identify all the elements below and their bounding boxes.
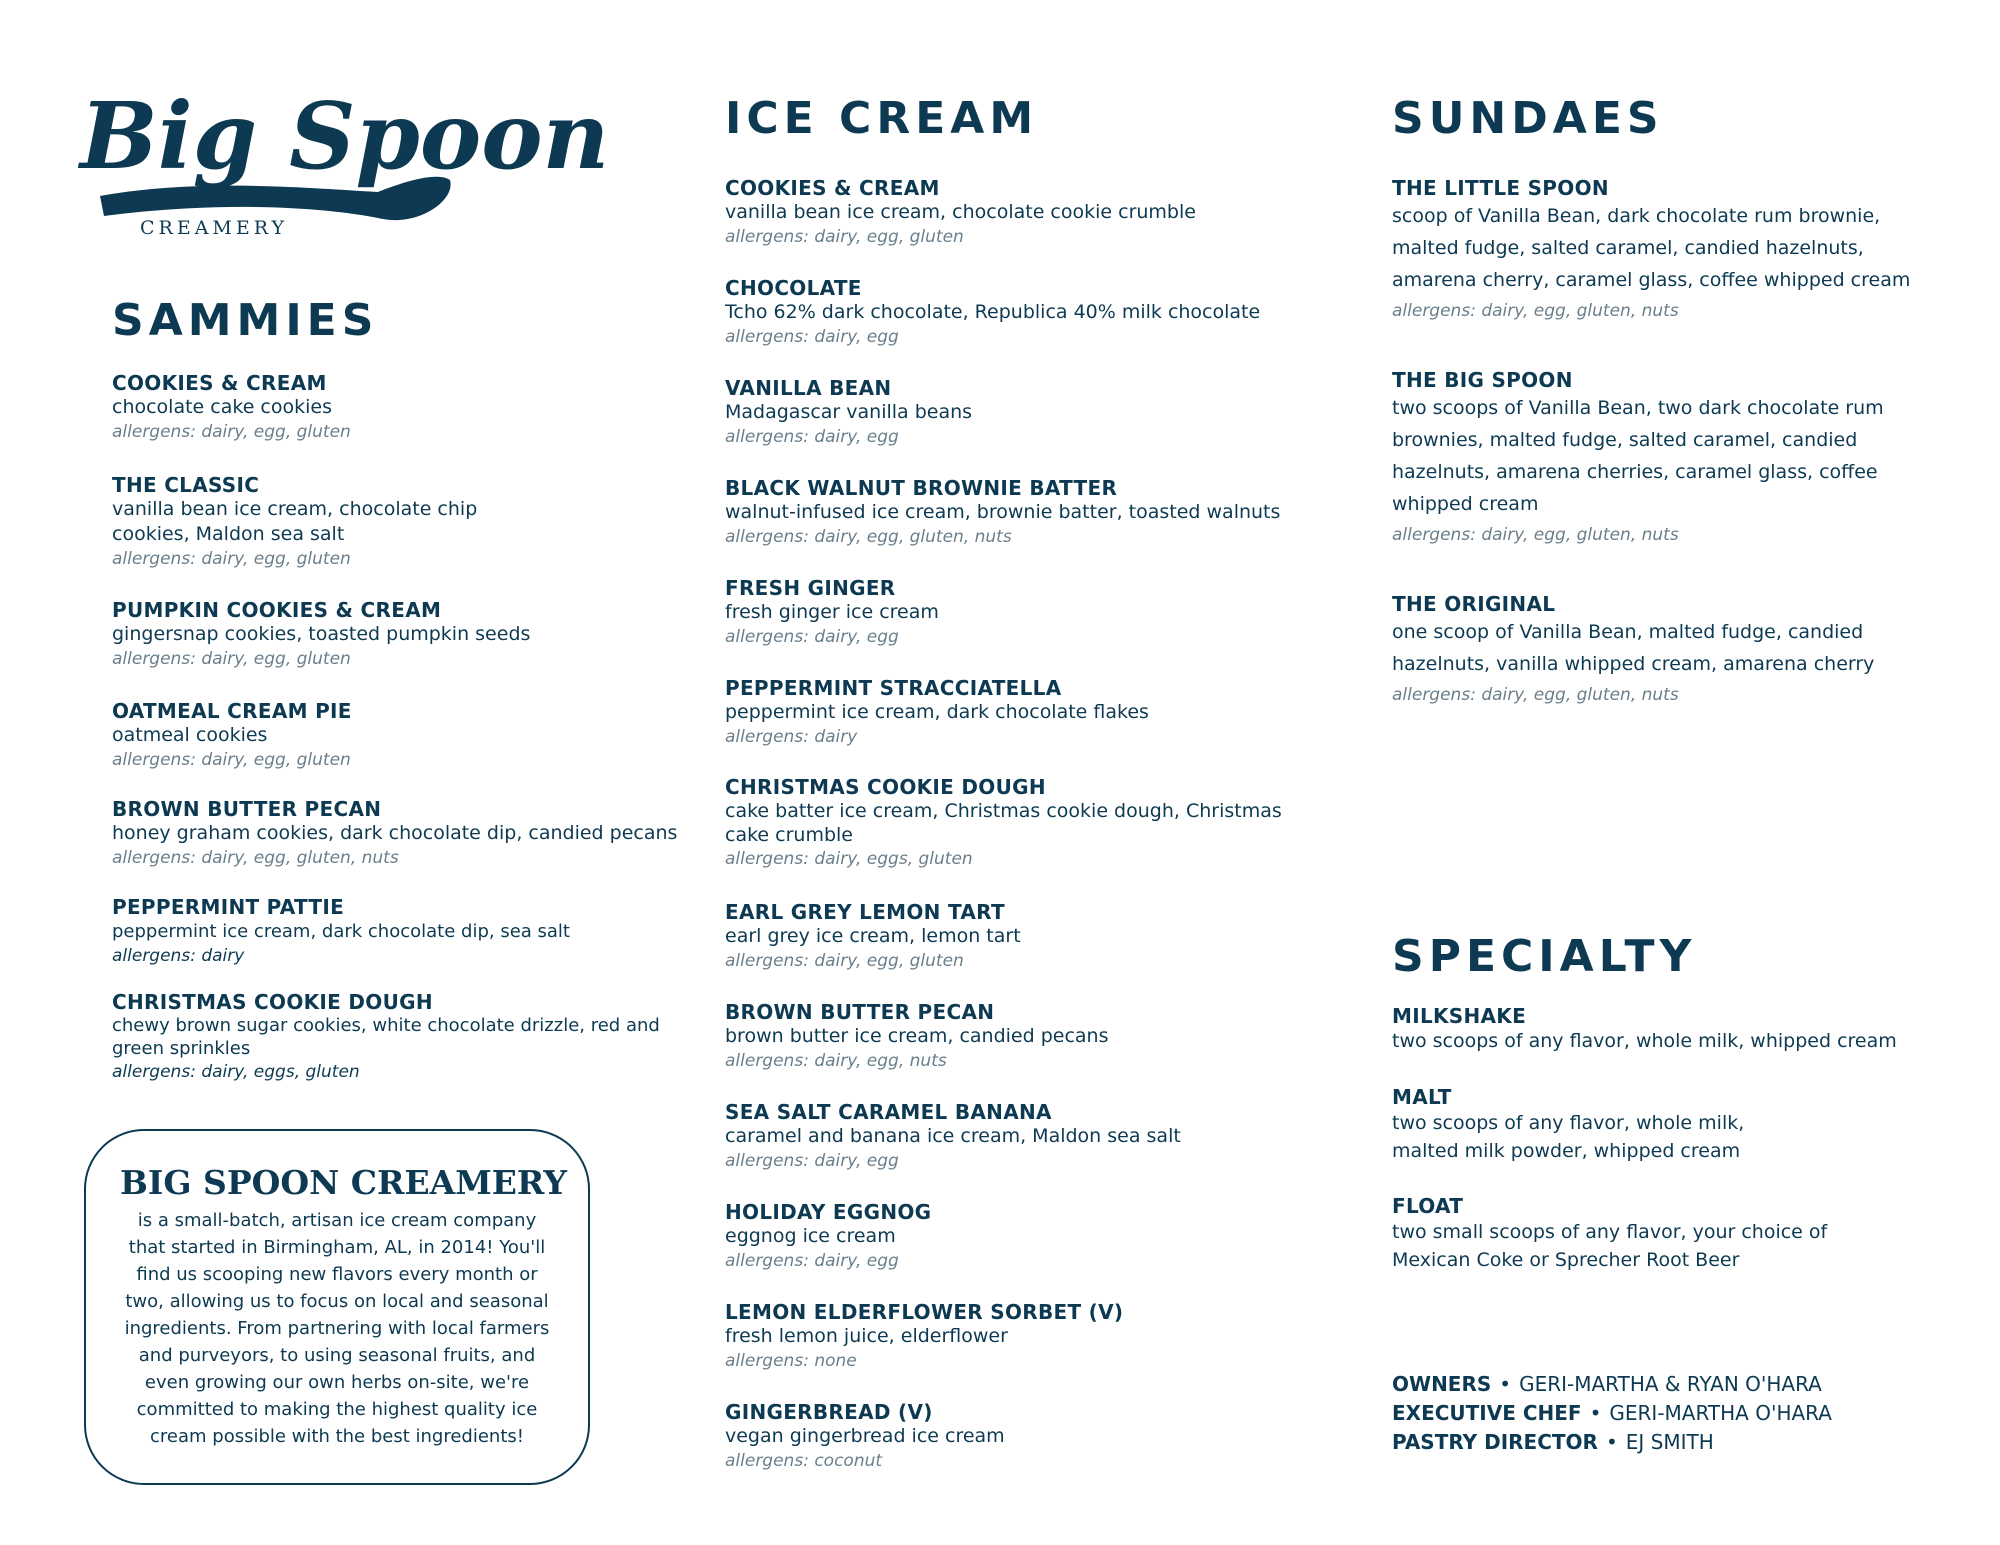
item-name: COOKIES & CREAM [112, 371, 327, 395]
sundaes-title: SUNDAES [1392, 93, 1664, 144]
item-description: cake batter ice cream, Christmas cookie dough, Christmas cake crumble [725, 800, 1282, 846]
item-name: PUMPKIN COOKIES & CREAM [112, 598, 442, 622]
specialty-item [1392, 1194, 1842, 1274]
ice-cream-item [725, 376, 1325, 449]
item-allergens: allergens: dairy, egg, gluten [112, 750, 351, 770]
item-description: oatmeal cookies [112, 724, 268, 746]
sammie-item [112, 371, 682, 444]
staff-row [1392, 1428, 1952, 1457]
item-allergens: allergens: none [725, 1351, 857, 1371]
big-spoon-logo [78, 68, 610, 239]
item-description: peppermint ice cream, dark chocolate dip, sea salt [112, 921, 570, 942]
item-allergens: allergens: dairy [725, 727, 858, 747]
item-allergens: allergens: dairy, egg, gluten [112, 422, 351, 442]
item-description: Madagascar vanilla beans [725, 401, 973, 423]
item-description: honey graham cookies, dark chocolate dip, candied pecans [112, 822, 678, 844]
sammies-title: SAMMIES [112, 295, 379, 346]
item-allergens: allergens: dairy, eggs, gluten [725, 849, 973, 869]
item-description: two scoops of Vanilla Bean, two dark chocolate rum brownies, malted fudge, salted caramel, candied hazelnuts, amarena cherries, caramel glass, coffee whipped cream [1392, 397, 1884, 515]
item-description: vanilla bean ice cream, chocolate cookie crumble [725, 201, 1196, 223]
staff-name: GERI-MARTHA O'HARA [1609, 1401, 1832, 1425]
item-name: CHRISTMAS COOKIE DOUGH [725, 775, 1046, 799]
item-allergens: allergens: dairy, egg, gluten [112, 549, 351, 569]
item-name: HOLIDAY EGGNOG [725, 1200, 932, 1224]
ice-cream-item [725, 1100, 1325, 1173]
item-allergens: allergens: dairy, egg, gluten [725, 227, 964, 247]
logo-subtitle: CREAMERY [140, 217, 289, 239]
item-description: chewy brown sugar cookies, white chocolate drizzle, red and green sprinkles [112, 1015, 660, 1059]
staff-name: EJ SMITH [1625, 1430, 1714, 1454]
item-name: THE LITTLE SPOON [1392, 176, 1609, 200]
sammie-item [112, 990, 672, 1084]
item-name: BLACK WALNUT BROWNIE BATTER [725, 476, 1118, 500]
spoon-logo-icon [78, 68, 610, 239]
item-allergens: allergens: dairy, egg [725, 627, 899, 647]
specialty-item [1392, 1004, 1952, 1055]
ice-cream-title: ICE CREAM [725, 93, 1039, 144]
staff-role: OWNERS [1392, 1372, 1492, 1396]
item-description: vegan gingerbread ice cream [725, 1425, 1005, 1447]
item-allergens: allergens: dairy, egg, gluten, nuts [725, 527, 1012, 547]
item-description: caramel and banana ice cream, Maldon sea salt [725, 1125, 1181, 1147]
item-allergens: allergens: dairy, egg, gluten, nuts [1392, 525, 1679, 545]
item-name: MILKSHAKE [1392, 1004, 1527, 1028]
staff-role: PASTRY DIRECTOR [1392, 1430, 1598, 1454]
ice-cream-item [725, 1300, 1325, 1373]
about-text: is a small-batch, artisan ice cream company that started in Birmingham, AL, in 2014! You'll find us scooping new flavors every month or two, allowing us to focus on local and seasonal ingredients. From partnering with local farmers and purveyors, to using seasonal fruits, and even growing our own herbs on-site, we're committed to making the highest quality ice cream possible with the best ingredients! [124, 1210, 550, 1448]
about-box [84, 1129, 590, 1485]
ice-cream-item [725, 176, 1325, 249]
ice-cream-item [725, 900, 1325, 973]
item-description: brown butter ice cream, candied pecans [725, 1025, 1109, 1047]
item-description: two small scoops of any flavor, your choice of Mexican Coke or Sprecher Root Beer [1392, 1221, 1828, 1271]
about-title: BIG SPOON CREAMERY [120, 1163, 567, 1202]
bullet-icon: • [1589, 1401, 1602, 1425]
sundae-item [1392, 176, 1952, 326]
item-name: COOKIES & CREAM [725, 176, 940, 200]
item-allergens: allergens: dairy, egg [725, 1151, 899, 1171]
item-name: BROWN BUTTER PECAN [725, 1000, 995, 1024]
item-name: CHRISTMAS COOKIE DOUGH [112, 990, 433, 1014]
item-name: THE ORIGINAL [1392, 592, 1556, 616]
item-name: FRESH GINGER [725, 576, 896, 600]
item-description: earl grey ice cream, lemon tart [725, 925, 1021, 947]
item-description: vanilla bean ice cream, chocolate chip cookies, Maldon sea salt [112, 498, 478, 545]
sammie-item [112, 699, 682, 772]
ice-cream-item [725, 476, 1325, 549]
item-name: SEA SALT CARAMEL BANANA [725, 1100, 1052, 1124]
ice-cream-item [725, 775, 1305, 871]
item-allergens: allergens: dairy, egg [725, 327, 899, 347]
bullet-icon: • [1499, 1372, 1512, 1396]
item-description: peppermint ice cream, dark chocolate flakes [725, 701, 1149, 723]
item-allergens: allergens: dairy, egg, gluten [112, 649, 351, 669]
item-description: two scoops of any flavor, whole milk, whipped cream [1392, 1030, 1897, 1052]
item-name: VANILLA BEAN [725, 376, 892, 400]
ice-cream-item [725, 276, 1325, 349]
item-description: chocolate cake cookies [112, 396, 332, 418]
item-name: THE BIG SPOON [1392, 368, 1573, 392]
item-name: MALT [1392, 1085, 1452, 1109]
item-description: fresh lemon juice, elderflower [725, 1325, 1008, 1347]
item-allergens: allergens: dairy, egg [725, 1251, 899, 1271]
item-name: BROWN BUTTER PECAN [112, 797, 382, 821]
item-description: eggnog ice cream [725, 1225, 896, 1247]
ice-cream-item [725, 1000, 1325, 1073]
sundae-item [1392, 592, 1892, 710]
item-allergens: allergens: coconut [725, 1451, 883, 1471]
item-name: FLOAT [1392, 1194, 1464, 1218]
item-allergens: allergens: dairy, egg, gluten, nuts [1392, 685, 1679, 705]
item-description: walnut-infused ice cream, brownie batter, toasted walnuts [725, 501, 1281, 523]
item-name: PEPPERMINT PATTIE [112, 895, 345, 919]
ice-cream-item [725, 1400, 1325, 1473]
item-allergens: allergens: dairy, egg [725, 427, 899, 447]
item-allergens: allergens: dairy, egg, nuts [725, 1051, 947, 1071]
staff-row [1392, 1399, 1952, 1428]
item-name: PEPPERMINT STRACCIATELLA [725, 676, 1062, 700]
bullet-icon: • [1605, 1430, 1618, 1454]
item-description: gingersnap cookies, toasted pumpkin seeds [112, 623, 531, 645]
specialty-title: SPECIALTY [1392, 931, 1697, 982]
item-description: fresh ginger ice cream [725, 601, 939, 623]
staff-row [1392, 1370, 1952, 1399]
sammie-item [112, 473, 532, 571]
item-allergens: allergens: dairy, egg, gluten, nuts [112, 848, 399, 868]
item-name: GINGERBREAD (V) [725, 1400, 933, 1424]
staff-name: GERI-MARTHA & RYAN O'HARA [1519, 1372, 1822, 1396]
item-allergens: allergens: dairy, eggs, gluten [112, 1062, 360, 1082]
item-name: EARL GREY LEMON TART [725, 900, 1005, 924]
sundae-item [1392, 368, 1892, 550]
staff-list [1392, 1370, 1952, 1457]
logo-wordmark: Big Spoon [80, 82, 610, 190]
sammie-item [112, 797, 682, 870]
item-name: OATMEAL CREAM PIE [112, 699, 352, 723]
item-description: Tcho 62% dark chocolate, Republica 40% milk chocolate [725, 301, 1261, 323]
item-description: one scoop of Vanilla Bean, malted fudge, candied hazelnuts, vanilla whipped cream, amarena cherry [1392, 621, 1875, 675]
ice-cream-item [725, 1200, 1325, 1273]
item-name: LEMON ELDERFLOWER SORBET (V) [725, 1300, 1124, 1324]
item-name: THE CLASSIC [112, 473, 260, 497]
item-description: two scoops of any flavor, whole milk, malted milk powder, whipped cream [1392, 1112, 1745, 1162]
item-description: scoop of Vanilla Bean, dark chocolate rum brownie, malted fudge, salted caramel, candied hazelnuts, amarena cherry, caramel glass, coffee whipped cream [1392, 205, 1911, 291]
ice-cream-item [725, 676, 1325, 749]
sammie-item [112, 598, 682, 671]
staff-role: EXECUTIVE CHEF [1392, 1401, 1582, 1425]
sammie-item [112, 895, 682, 968]
item-allergens: allergens: dairy [112, 946, 245, 966]
ice-cream-item [725, 576, 1325, 649]
item-allergens: allergens: dairy, egg, gluten, nuts [1392, 301, 1679, 321]
specialty-item [1392, 1085, 1752, 1165]
item-name: CHOCOLATE [725, 276, 862, 300]
item-allergens: allergens: dairy, egg, gluten [725, 951, 964, 971]
